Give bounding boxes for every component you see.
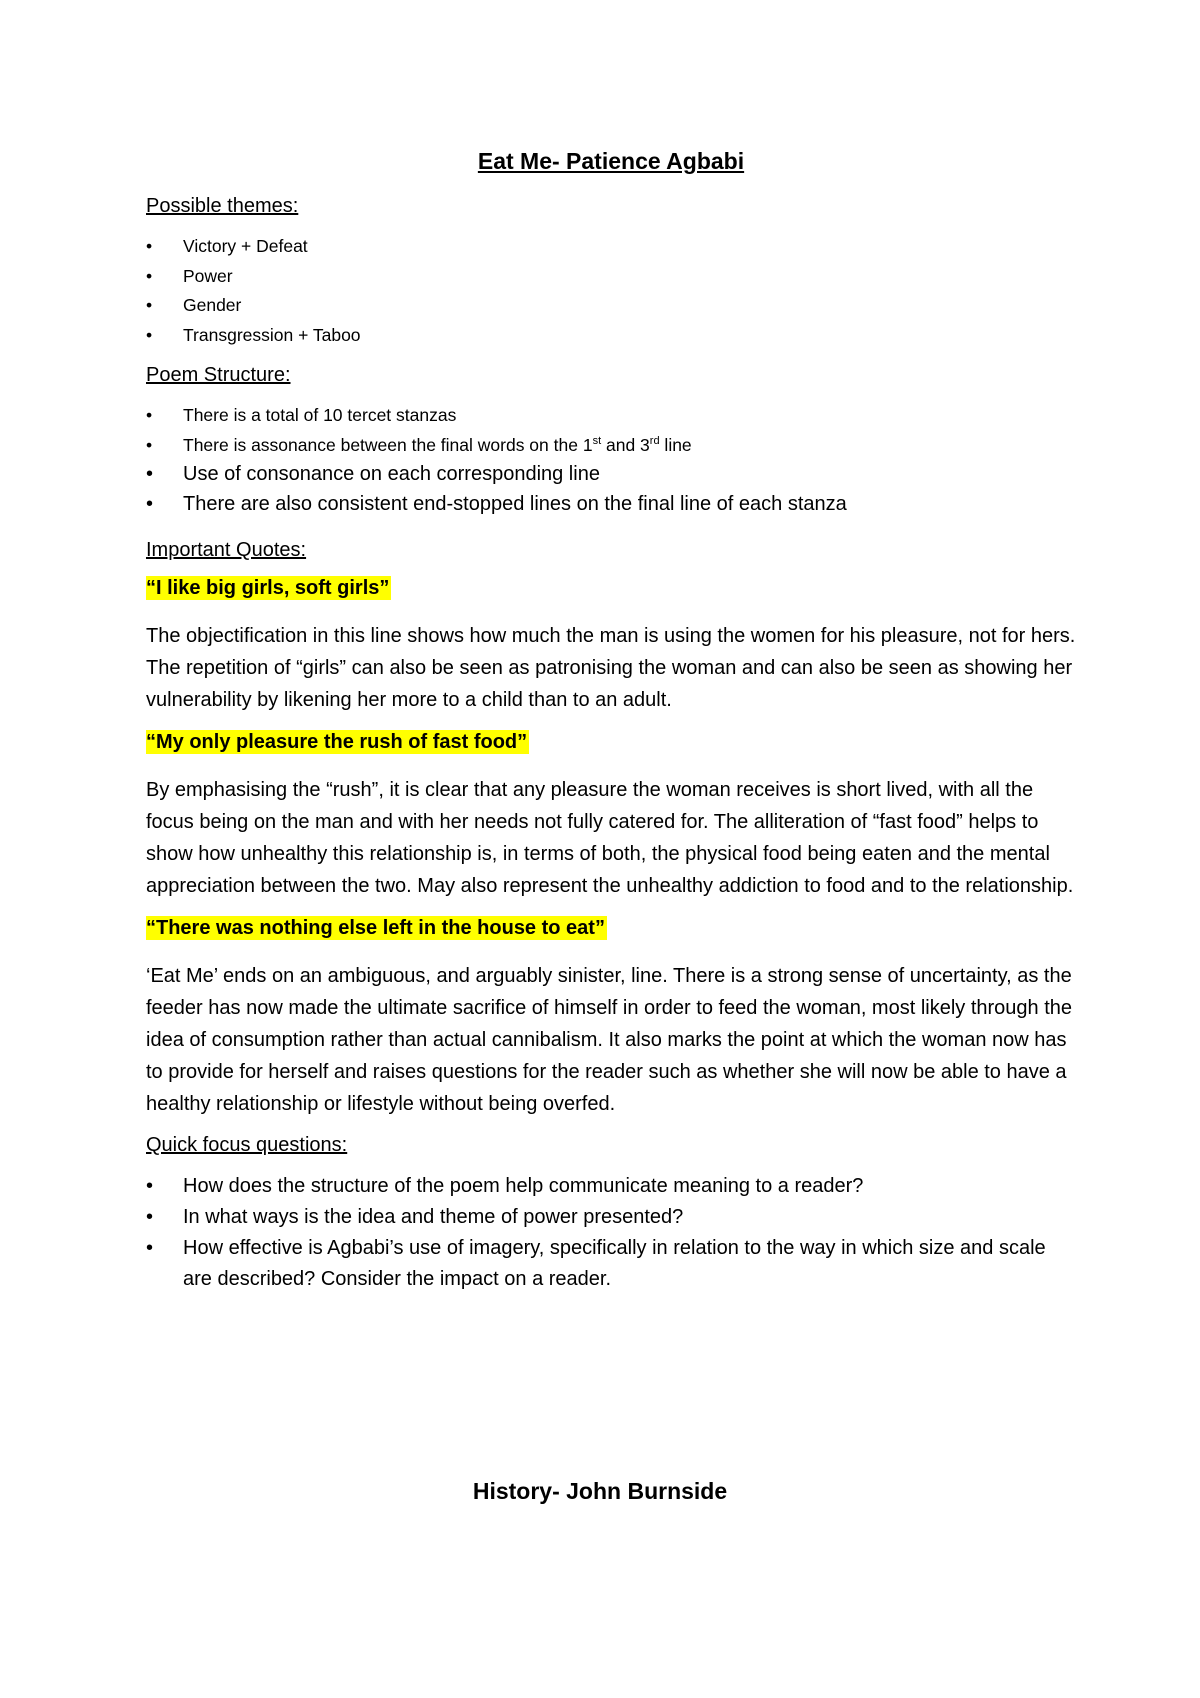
superscript: st	[592, 434, 602, 447]
quotes-heading: Important Quotes:	[146, 539, 307, 561]
list-item: • How effective is Agbabi’s use of imagery, specifically in relation to the way in which size and scale are described? Consider the impact on a reader.	[146, 1233, 1076, 1295]
list-item: • There is a total of 10 tercet stanzas	[146, 401, 1076, 431]
quote-analysis: By emphasising the “rush”, it is clear that any pleasure the woman receives is short lived, with all the focus being on the man and with her needs not fully catered for. The alliteration of “fast food” helps to show how unhealthy this relationship is, in terms of both, the physical food being eaten and the mental appreciation between the two. May also represent the unhealthy addiction to food and to the relationship.	[146, 779, 1074, 897]
text-run: and 3	[601, 434, 650, 455]
quote-block	[146, 916, 1076, 942]
focus-heading: Quick focus questions:	[146, 1134, 348, 1156]
quote-analysis: ‘Eat Me’ ends on an ambiguous, and arguably sinister, line. There is a strong sense of uncertainty, as the feeder has now made the ultimate sacrifice of himself in order to feed the woman, most likely through the idea of consumption rather than actual cannibalism. It also marks the point at which the woman now has to provide for herself and raises questions for the reader such as whether she will now be able to have a healthy relationship or lifestyle without being overfed.	[146, 965, 1073, 1115]
text-run: There is assonance between the final words on the 1	[183, 434, 593, 455]
list-item: • There are also consistent end-stopped lines on the final line of each stanza	[146, 490, 1076, 520]
quote-block	[146, 576, 1076, 602]
highlighted-quote: “I like big girls, soft girls”	[146, 577, 390, 599]
structure-list	[146, 401, 1076, 519]
quote-block	[146, 730, 1076, 756]
document-title: Eat Me- Patience Agbabi	[477, 148, 745, 174]
list-item: • How does the structure of the poem help communicate meaning to a reader?	[146, 1171, 1076, 1202]
list-item: • Transgression + Taboo	[146, 321, 1076, 351]
focus-list	[146, 1171, 1076, 1295]
superscript: rd	[649, 434, 660, 447]
next-section-title: History- John Burnside	[472, 1478, 728, 1504]
structure-heading: Poem Structure:	[146, 364, 291, 386]
list-item: • In what ways is the idea and theme of power presented?	[146, 1202, 1076, 1233]
list-item	[146, 431, 1076, 461]
list-item: • Victory + Defeat	[146, 232, 1076, 262]
highlighted-quote: “There was nothing else left in the house to eat”	[146, 917, 605, 939]
list-item: • Use of consonance on each corresponding line	[146, 460, 1076, 490]
list-item: • Gender	[146, 291, 1076, 321]
list-item: • Power	[146, 262, 1076, 292]
themes-list	[146, 232, 1076, 350]
quote-analysis: The objectification in this line shows how much the man is using the women for his pleasure, not for hers. The repetition of “girls” can also be seen as patronising the woman and can also be seen as showing her vulnerability by likening her more to a child than to an adult.	[146, 625, 1076, 711]
themes-heading: Possible themes:	[146, 195, 299, 217]
text-run: line	[659, 434, 692, 455]
highlighted-quote: “My only pleasure the rush of fast food”	[146, 731, 528, 753]
document-page	[146, 148, 1076, 1309]
